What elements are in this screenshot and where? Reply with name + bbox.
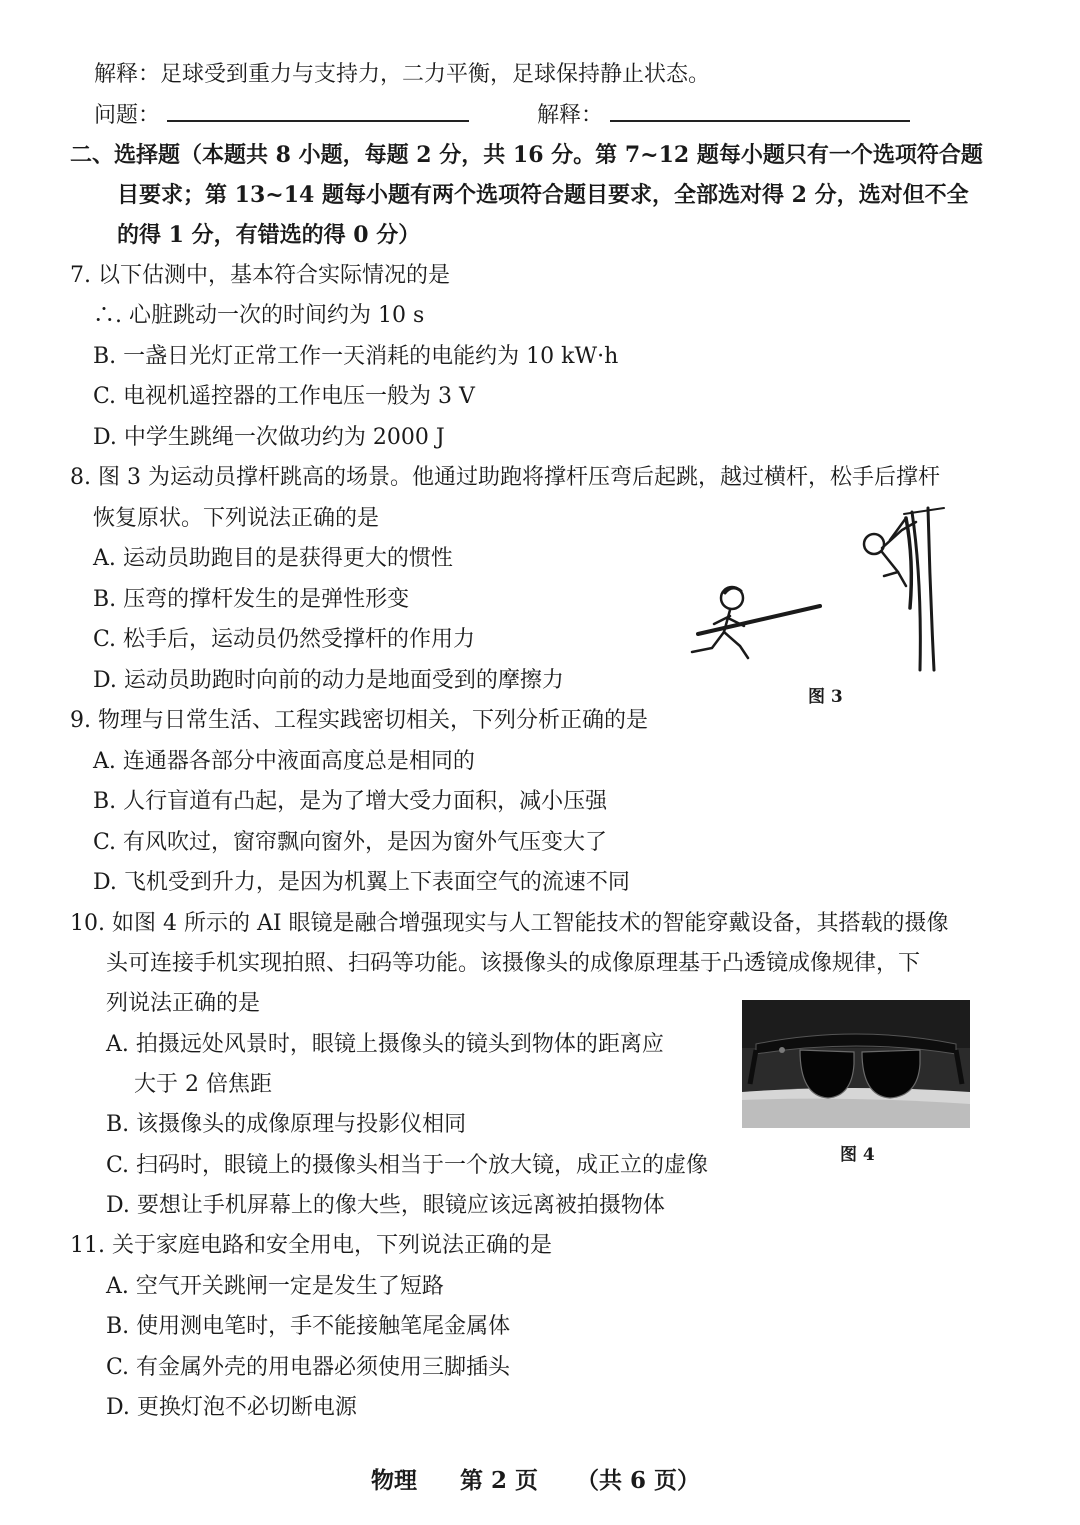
q11-stem: 11. 关于家庭电路和安全用电，下列说法正确的是 [70,1233,552,1258]
footer-subject: 物理 [371,1467,417,1494]
explanation-blank[interactable] [610,98,910,122]
q11-option-b: B. 使用测电笔时，手不能接触笔尾金属体 [106,1314,511,1339]
q8-option-a: A. 运动员助跑目的是获得更大的惯性 [93,546,453,571]
q7-option-a: ∴. 心脏跳动一次的时间约为 10 s [93,303,425,328]
q7-option-b: B. 一盏日光灯正常工作一天消耗的电能约为 10 kW·h [93,344,619,369]
q7-option-d: D. 中学生跳绳一次做功约为 2000 J [93,425,445,450]
q8-option-d: D. 运动员助跑时向前的动力是地面受到的摩擦力 [93,668,564,693]
q9-option-d: D. 飞机受到升力，是因为机翼上下表面空气的流速不同 [93,870,630,895]
q9-option-c: C. 有风吹过，窗帘飘向窗外，是因为窗外气压变大了 [93,830,608,855]
question-blank[interactable] [167,98,469,122]
q8-stem-line2: 恢复原状。下列说法正确的是 [93,506,380,531]
q7-option-c: C. 电视机遥控器的工作电压一般为 3 V [93,384,475,409]
question-label: 问题： [94,103,161,128]
q10-option-d: D. 要想让手机屏幕上的像大些，眼镜应该远离被拍摄物体 [106,1193,665,1218]
q11-option-c: C. 有金属外壳的用电器必须使用三脚插头 [106,1355,511,1380]
q10-option-c: C. 扫码时，眼镜上的摄像头相当于一个放大镜，成正立的虚像 [106,1153,709,1178]
section-header-line1: 二、选择题（本题共 8 小题，每题 2 分，共 16 分。第 7~12 题每小题只有一个选项符合题 [70,142,983,168]
q10-option-b: B. 该摄像头的成像原理与投影仪相同 [106,1112,467,1137]
section-header-line2: 目要求；第 13~14 题每小题有两个选项符合题目要求，全部选对得 2 分，选对但不全 [117,182,969,208]
ai-glasses-photo [742,1000,970,1128]
q10-option-a-line1: A. 拍摄远处风景时，眼镜上摄像头的镜头到物体的距离应 [106,1032,664,1057]
footer-total-pages: （共 6 页） [576,1467,701,1494]
q8-option-b: B. 压弯的撑杆发生的是弹性形变 [93,587,410,612]
q9-option-a: A. 连通器各部分中液面高度总是相同的 [93,749,475,774]
q10-option-a-line2: 大于 2 倍焦距 [134,1072,272,1097]
q9-stem: 9. 物理与日常生活、工程实践密切相关，下列分析正确的是 [70,708,648,733]
q7-stem: 7. 以下估测中，基本符合实际情况的是 [70,263,450,288]
q8-stem-line1: 8. 图 3 为运动员撑杆跳高的场景。他通过助跑将撑杆压弯后起跳，越过横杆，松手后撑杆 [70,465,940,490]
q11-option-d: D. 更换灯泡不必切断电源 [106,1395,357,1420]
q9-option-b: B. 人行盲道有凸起，是为了增大受力面积，减小压强 [93,789,608,814]
section-header-line3: 的得 1 分，有错选的得 0 分） [117,222,421,248]
intro-explanation: 解释：足球受到重力与支持力，二力平衡，足球保持静止状态。 [94,62,711,87]
figure-3-caption: 图 3 [808,687,843,707]
pole-vault-figure [684,500,974,680]
question-fill-row [94,98,910,131]
q10-stem-line3: 列说法正确的是 [106,991,261,1016]
q8-option-c: C. 松手后，运动员仍然受撑杆的作用力 [93,627,476,652]
footer-page-number: 第 2 页 [460,1467,539,1494]
explanation-label: 解释： [537,103,604,128]
figure-4-caption: 图 4 [840,1145,875,1165]
q11-option-a: A. 空气开关跳闸一定是发生了短路 [106,1274,444,1299]
q10-stem-line2: 头可连接手机实现拍照、扫码等功能。该摄像头的成像原理基于凸透镜成像规律，下 [106,951,921,976]
q10-stem-line1: 10. 如图 4 所示的 AI 眼镜是融合增强现实与人工智能技术的智能穿戴设备，其搭载的摄像 [70,911,949,936]
